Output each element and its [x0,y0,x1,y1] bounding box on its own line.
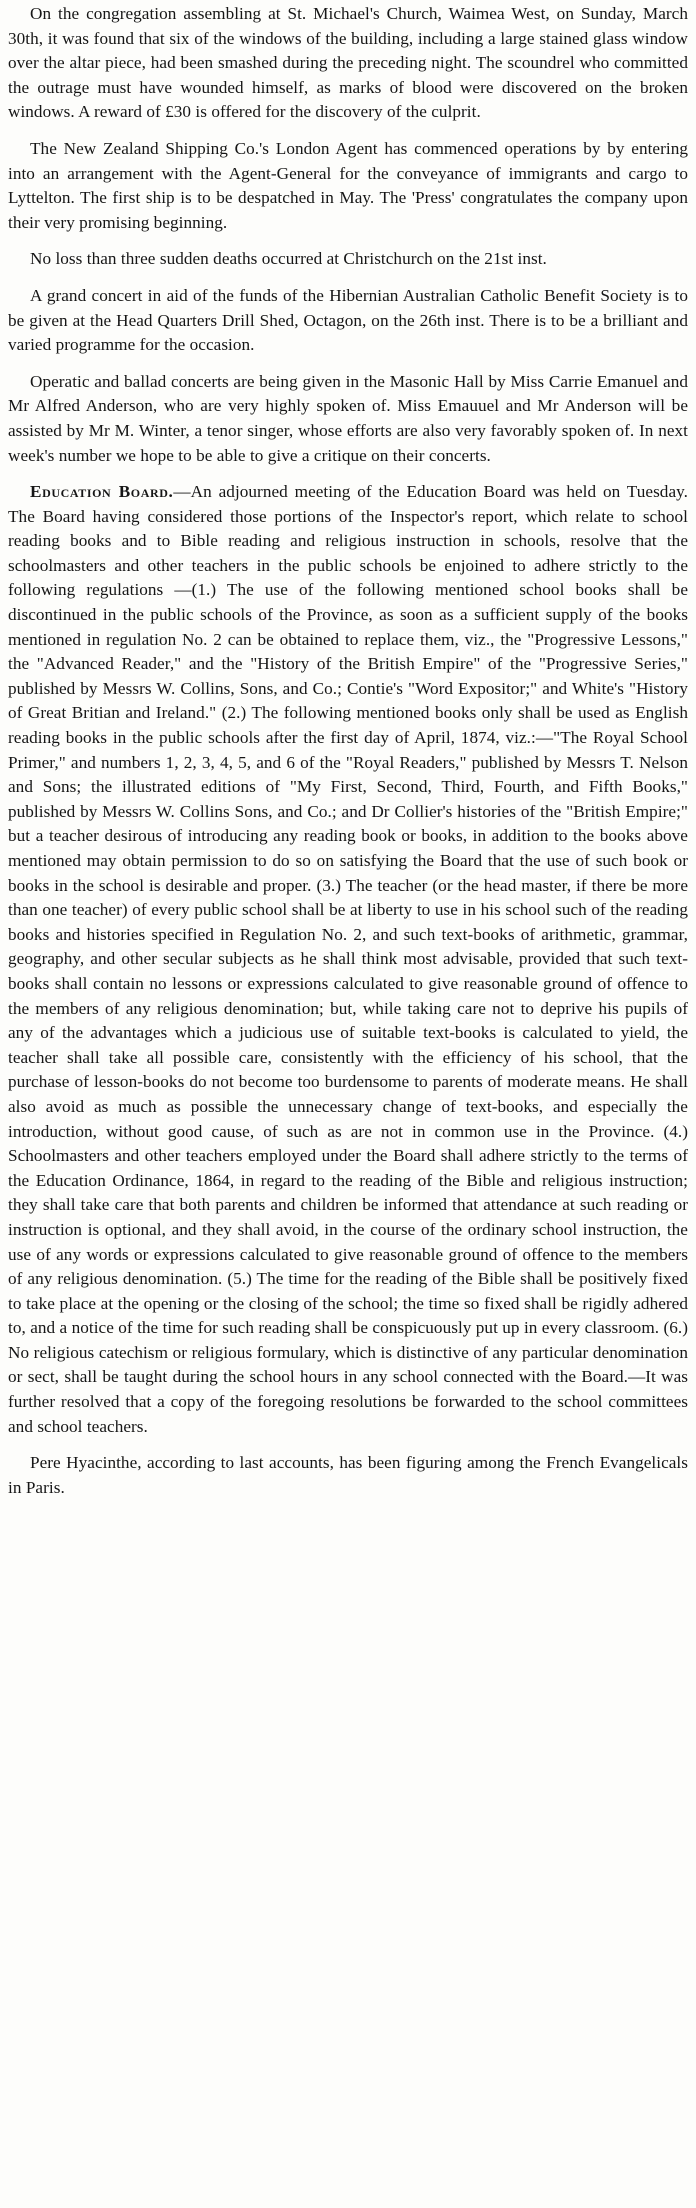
paragraph-sudden-deaths: No loss than three sudden deaths occurred at Christchurch on the 21st inst. [30,249,547,269]
paragraph-grand-concert: A grand concert in aid of the funds of the Hibernian Australian Catholic Benefit Society is to be given at the Head Quarters Drill Shed, Octagon, on the 26th inst. There is to be a brilliant and varied programme for the occasion. [8,285,688,355]
paragraph-operatic-concerts: Operatic and ballad concerts are being given in the Masonic Hall by Miss Carrie Emanuel and Mr Alfred Anderson, who are very highly spoken of. Miss Emauuel and Mr Anderson will be assisted by Mr M. Winter, a tenor singer, whose efforts are also very favorably spoken of. In next week's number we hope to be able to give a critique on their concerts. [8,371,688,465]
article-column [8,2,688,1512]
education-board-heading: Education Board. [30,482,174,502]
education-board-text: —An adjourned meeting of the Education Board was held on Tuesday. The Board having considered those portions of the Inspector's report, which relate to school reading books and to Bible reading and religious instruction in schools, resolve that the schoolmasters and other teachers in the public schools be enjoined to adhere strictly to the following regulations —(1.) The use of the following mentioned school books shall be discontinued in the public schools of the Province, as soon as a sufficient supply of the books mentioned in regulation No. 2 can be obtained to replace them, viz., the "Progressive Lessons," the "Advanced Reader," and the "History of the British Empire" of the "Progressive Series," published by Messrs W. Collins, Sons, and Co.; Contie's "Word Expositor;" and White's "History of Great Britian and Ireland." (2.) The following mentioned books only shall be used as English reading books in the public schools after the first day of April, 1874, viz.:—"The Royal School Primer," and numbers 1, 2, 3, 4, 5, and 6 of the "Royal Readers," published by Messrs T. Nelson and Sons; the illustrated editions of "My First, Second, Third, Fourth, and Fifth Books," published by Messrs W. Collins Sons, and Co.; and Dr Collier's histories of the "British Empire;" but a teacher desirous of introducing any reading book or books, in addition to the books above mentioned may obtain permission to do so on satisfying the Board that the use of such book or books in the school is desirable and proper. (3.) The teacher (or the head master, if there be more than one teacher) of every public school shall be at liberty to use in his school such of the reading books and histories specified in Regulation No. 2, and such text-books of arithmetic, grammar, geography, and other secular subjects as he shall think most advisable, provided that such text-books shall contain no lessons or expressions calculated to give reasonable ground of offence to the members of any religious denomination; but, while taking care not to deprive his pupils of any of the advantages which a judicious use of suitable text-books is calculated to yield, the teacher shall take all possible care, consistently with the efficiency of his school, that the purchase of lesson-books do not become too burdensome to parents of moderate means. He shall also avoid as much as possible the unnecessary change of text-books, and especially the introduction, without good cause, of such as are not in common use in the Province. (4.) Schoolmasters and other teachers employed under the Board shall adhere strictly to the terms of the Education Ordinance, 1864, in regard to the reading of the Bible and religious instruction; they shall take care that both parents and children be informed that attendance at such reading or instruction is optional, and they shall avoid, in the course of the ordinary school instruction, the use of any words or expressions calculated to give reasonable ground of offence to the members of any religious denomination. (5.) The time for the reading of the Bible shall be positively fixed to take place at the opening or the closing of the school; the time so fixed shall be rigidly adhered to, and a notice of the time for such reading shall be conspicuously put up in every classroom. (6.) No religious catechism or religious formulary, which is distinctive of any particular denomination or sect, shall be taught during the school hours in any school connected with the Board.—It was further resolved that a copy of the foregoing resolutions be forwarded to the school committees and school teachers. [8,482,689,1436]
paragraph-pere-hyacinthe: Pere Hyacinthe, according to last accounts, has been figuring among the French Evangelicals in Paris. [8,1453,688,1497]
paragraph-shipping-company: The New Zealand Shipping Co.'s London Agent has commenced operations by by entering into an arrangement with the Agent-General for the conveyance of immigrants and cargo to Lyttelton. The first ship is to be despatched in May. The 'Press' congratulates the company upon their very promising beginning. [8,138,688,232]
paragraph-church-windows: On the congregation assembling at St. Michael's Church, Waimea West, on Sunday, March 30th, it was found that six of the windows of the building, including a large stained glass window over the altar piece, had been smashed during the preceding night. The scoundrel who committed the outrage must have wounded himself, as marks of blood were discovered on the broken windows. A reward of £30 is offered for the discovery of the culprit. [8,4,688,122]
paragraph-education-board [8,480,688,1439]
